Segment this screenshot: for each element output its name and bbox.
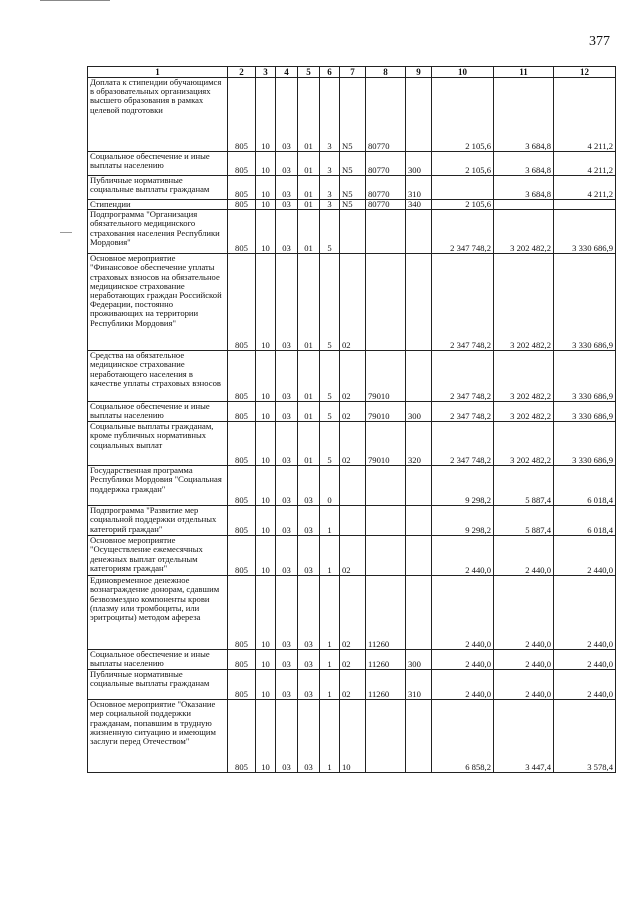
cell-col-3: 10 bbox=[256, 152, 276, 176]
table-row bbox=[88, 466, 616, 506]
row-name-cell: Основное мероприятие "Осуществление ежемесячных денежных выплат отдельным категориям граждан" bbox=[88, 536, 228, 576]
cell-col-5: 03 bbox=[298, 466, 320, 506]
cell-col-10: 6 858,2 bbox=[432, 700, 494, 773]
cell-col-11: 3 202 482,2 bbox=[494, 254, 554, 351]
cell-col-10: 2 440,0 bbox=[432, 650, 494, 670]
cell-col-12: 2 440,0 bbox=[554, 576, 616, 650]
cell-col-4: 03 bbox=[276, 422, 298, 466]
cell-col-7: 02 bbox=[340, 650, 366, 670]
row-name-cell: Публичные нормативные социальные выплаты гражданам bbox=[88, 176, 228, 200]
cell-col-9 bbox=[406, 78, 432, 152]
cell-col-4: 03 bbox=[276, 576, 298, 650]
cell-col-8: 80770 bbox=[366, 152, 406, 176]
cell-col-5: 01 bbox=[298, 254, 320, 351]
cell-col-12: 3 330 686,9 bbox=[554, 351, 616, 402]
cell-col-2: 805 bbox=[228, 506, 256, 536]
cell-col-8 bbox=[366, 210, 406, 254]
cell-col-2: 805 bbox=[228, 78, 256, 152]
cell-col-11: 5 887,4 bbox=[494, 466, 554, 506]
cell-col-3: 10 bbox=[256, 254, 276, 351]
row-name-cell: Социальное обеспечение и иные выплаты населению bbox=[88, 152, 228, 176]
cell-col-2: 805 bbox=[228, 176, 256, 200]
cell-col-11: 3 202 482,2 bbox=[494, 402, 554, 422]
cell-col-10: 2 347 748,2 bbox=[432, 422, 494, 466]
cell-col-8 bbox=[366, 536, 406, 576]
cell-col-9 bbox=[406, 351, 432, 402]
cell-col-5: 03 bbox=[298, 700, 320, 773]
cell-col-4: 03 bbox=[276, 210, 298, 254]
cell-col-10: 9 298,2 bbox=[432, 506, 494, 536]
cell-col-4: 03 bbox=[276, 200, 298, 210]
cell-col-5: 01 bbox=[298, 422, 320, 466]
cell-col-7: 02 bbox=[340, 670, 366, 700]
cell-col-9 bbox=[406, 536, 432, 576]
cell-col-9 bbox=[406, 254, 432, 351]
cell-col-5: 01 bbox=[298, 402, 320, 422]
cell-col-4: 03 bbox=[276, 351, 298, 402]
cell-col-4: 03 bbox=[276, 536, 298, 576]
cell-col-4: 03 bbox=[276, 650, 298, 670]
cell-col-2: 805 bbox=[228, 254, 256, 351]
cell-col-6: 3 bbox=[320, 200, 340, 210]
cell-col-7: N5 bbox=[340, 152, 366, 176]
cell-col-8 bbox=[366, 254, 406, 351]
cell-col-11: 3 447,4 bbox=[494, 700, 554, 773]
cell-col-5: 03 bbox=[298, 506, 320, 536]
cell-col-6: 1 bbox=[320, 650, 340, 670]
cell-col-9: 300 bbox=[406, 152, 432, 176]
cell-col-2: 805 bbox=[228, 466, 256, 506]
cell-col-9 bbox=[406, 466, 432, 506]
row-name-cell: Доплата к стипендии обучающимся в образовательных организациях высшего образования в рамках целевой подготовки bbox=[88, 78, 228, 152]
cell-col-8: 80770 bbox=[366, 78, 406, 152]
cell-col-5: 01 bbox=[298, 200, 320, 210]
cell-col-8: 11260 bbox=[366, 670, 406, 700]
cell-col-6: 3 bbox=[320, 176, 340, 200]
cell-col-5: 03 bbox=[298, 576, 320, 650]
cell-col-2: 805 bbox=[228, 670, 256, 700]
cell-col-6: 5 bbox=[320, 422, 340, 466]
cell-col-7: 02 bbox=[340, 254, 366, 351]
cell-col-4: 03 bbox=[276, 402, 298, 422]
cell-col-11: 5 887,4 bbox=[494, 506, 554, 536]
row-name-cell: Социальные выплаты гражданам, кроме публичных нормативных социальных выплат bbox=[88, 422, 228, 466]
cell-col-7: N5 bbox=[340, 78, 366, 152]
cell-col-9 bbox=[406, 506, 432, 536]
cell-col-11 bbox=[494, 200, 554, 210]
cell-col-6: 5 bbox=[320, 254, 340, 351]
cell-col-9 bbox=[406, 700, 432, 773]
cell-col-5: 01 bbox=[298, 152, 320, 176]
cell-col-4: 03 bbox=[276, 78, 298, 152]
cell-col-2: 805 bbox=[228, 700, 256, 773]
cell-col-7: 02 bbox=[340, 576, 366, 650]
cell-col-8: 80770 bbox=[366, 176, 406, 200]
cell-col-4: 03 bbox=[276, 152, 298, 176]
cell-col-8: 79010 bbox=[366, 351, 406, 402]
cell-col-11: 3 202 482,2 bbox=[494, 422, 554, 466]
cell-col-10: 2 347 748,2 bbox=[432, 210, 494, 254]
cell-col-6: 1 bbox=[320, 700, 340, 773]
table-row bbox=[88, 422, 616, 466]
cell-col-3: 10 bbox=[256, 670, 276, 700]
cell-col-10: 2 105,6 bbox=[432, 78, 494, 152]
cell-col-5: 01 bbox=[298, 351, 320, 402]
cell-col-12: 4 211,2 bbox=[554, 152, 616, 176]
cell-col-12: 2 440,0 bbox=[554, 670, 616, 700]
cell-col-11: 2 440,0 bbox=[494, 650, 554, 670]
cell-col-3: 10 bbox=[256, 422, 276, 466]
cell-col-10: 2 347 748,2 bbox=[432, 351, 494, 402]
cell-col-3: 10 bbox=[256, 402, 276, 422]
cell-col-12: 6 018,4 bbox=[554, 506, 616, 536]
cell-col-7 bbox=[340, 210, 366, 254]
cell-col-2: 805 bbox=[228, 351, 256, 402]
cell-col-4: 03 bbox=[276, 700, 298, 773]
cell-col-12: 3 330 686,9 bbox=[554, 402, 616, 422]
cell-col-9: 320 bbox=[406, 422, 432, 466]
cell-col-8: 80770 bbox=[366, 200, 406, 210]
row-name-cell: Основное мероприятие "Финансовое обеспечение уплаты страховых взносов на обязательное медицинское страхование неработающих граждан Российской Федерации, постоянно проживающих на территории Республики Мордовия" bbox=[88, 254, 228, 351]
cell-col-11: 2 440,0 bbox=[494, 536, 554, 576]
cell-col-3: 10 bbox=[256, 576, 276, 650]
cell-col-2: 805 bbox=[228, 200, 256, 210]
cell-col-7 bbox=[340, 466, 366, 506]
table-header-row bbox=[88, 67, 616, 78]
margin-mark bbox=[60, 232, 72, 233]
table-row bbox=[88, 200, 616, 210]
cell-col-5: 01 bbox=[298, 176, 320, 200]
cell-col-9: 300 bbox=[406, 402, 432, 422]
row-name-cell: Основное мероприятие "Оказание мер социальной поддержки гражданам, попавшим в трудную жизненную ситуацию и имеющим заслуги перед Отечеством" bbox=[88, 700, 228, 773]
column-header-10: 10 bbox=[432, 67, 494, 78]
cell-col-4: 03 bbox=[276, 506, 298, 536]
cell-col-8: 79010 bbox=[366, 402, 406, 422]
cell-col-11: 2 440,0 bbox=[494, 670, 554, 700]
column-header-6: 6 bbox=[320, 67, 340, 78]
cell-col-9: 310 bbox=[406, 176, 432, 200]
budget-table bbox=[87, 66, 616, 773]
table-row bbox=[88, 78, 616, 152]
row-name-cell: Социальное обеспечение и иные выплаты населению bbox=[88, 402, 228, 422]
cell-col-4: 03 bbox=[276, 670, 298, 700]
row-name-cell: Средства на обязательное медицинское страхование неработающего населения в качестве уплаты страховых взносов bbox=[88, 351, 228, 402]
cell-col-10 bbox=[432, 176, 494, 200]
cell-col-7: 02 bbox=[340, 536, 366, 576]
cell-col-9 bbox=[406, 210, 432, 254]
table-row bbox=[88, 402, 616, 422]
cell-col-12 bbox=[554, 200, 616, 210]
page-number: 377 bbox=[589, 34, 610, 49]
cell-col-10: 9 298,2 bbox=[432, 466, 494, 506]
cell-col-4: 03 bbox=[276, 254, 298, 351]
cell-col-5: 03 bbox=[298, 670, 320, 700]
cell-col-10: 2 105,6 bbox=[432, 200, 494, 210]
cell-col-5: 03 bbox=[298, 536, 320, 576]
table-row bbox=[88, 576, 616, 650]
cell-col-10: 2 440,0 bbox=[432, 670, 494, 700]
cell-col-6: 1 bbox=[320, 576, 340, 650]
table-row bbox=[88, 506, 616, 536]
cell-col-12: 3 330 686,9 bbox=[554, 422, 616, 466]
cell-col-7: N5 bbox=[340, 176, 366, 200]
cell-col-3: 10 bbox=[256, 466, 276, 506]
cell-col-8 bbox=[366, 700, 406, 773]
cell-col-4: 03 bbox=[276, 466, 298, 506]
row-name-cell: Государственная программа Республики Мордовия "Социальная поддержка граждан" bbox=[88, 466, 228, 506]
cell-col-2: 805 bbox=[228, 422, 256, 466]
cell-col-7: N5 bbox=[340, 200, 366, 210]
cell-col-9 bbox=[406, 576, 432, 650]
column-header-8: 8 bbox=[366, 67, 406, 78]
cell-col-3: 10 bbox=[256, 700, 276, 773]
cell-col-12: 4 211,2 bbox=[554, 176, 616, 200]
cell-col-2: 805 bbox=[228, 536, 256, 576]
column-header-7: 7 bbox=[340, 67, 366, 78]
cell-col-2: 805 bbox=[228, 152, 256, 176]
table-row bbox=[88, 210, 616, 254]
column-header-9: 9 bbox=[406, 67, 432, 78]
cell-col-7: 10 bbox=[340, 700, 366, 773]
cell-col-8: 11260 bbox=[366, 576, 406, 650]
cell-col-6: 0 bbox=[320, 466, 340, 506]
column-header-4: 4 bbox=[276, 67, 298, 78]
cell-col-9: 310 bbox=[406, 670, 432, 700]
cell-col-11: 3 684,8 bbox=[494, 176, 554, 200]
cell-col-5: 03 bbox=[298, 650, 320, 670]
cell-col-8 bbox=[366, 466, 406, 506]
cell-col-4: 03 bbox=[276, 176, 298, 200]
cell-col-11: 3 202 482,2 bbox=[494, 351, 554, 402]
cell-col-6: 5 bbox=[320, 402, 340, 422]
cell-col-10: 2 105,6 bbox=[432, 152, 494, 176]
top-edge-mark bbox=[40, 0, 110, 1]
cell-col-12: 3 330 686,9 bbox=[554, 254, 616, 351]
cell-col-7: 02 bbox=[340, 422, 366, 466]
cell-col-10: 2 440,0 bbox=[432, 536, 494, 576]
table-row bbox=[88, 351, 616, 402]
cell-col-3: 10 bbox=[256, 351, 276, 402]
cell-col-12: 3 330 686,9 bbox=[554, 210, 616, 254]
cell-col-7 bbox=[340, 506, 366, 536]
cell-col-3: 10 bbox=[256, 78, 276, 152]
cell-col-8: 11260 bbox=[366, 650, 406, 670]
row-name-cell: Подпрограмма "Организация обязательного медицинского страхования населения Республики Мордовия" bbox=[88, 210, 228, 254]
column-header-5: 5 bbox=[298, 67, 320, 78]
table-row bbox=[88, 536, 616, 576]
row-name-cell: Стипендии bbox=[88, 200, 228, 210]
column-header-11: 11 bbox=[494, 67, 554, 78]
cell-col-8: 79010 bbox=[366, 422, 406, 466]
cell-col-6: 3 bbox=[320, 78, 340, 152]
cell-col-3: 10 bbox=[256, 506, 276, 536]
cell-col-2: 805 bbox=[228, 576, 256, 650]
cell-col-6: 1 bbox=[320, 536, 340, 576]
column-header-3: 3 bbox=[256, 67, 276, 78]
cell-col-3: 10 bbox=[256, 650, 276, 670]
cell-col-7: 02 bbox=[340, 402, 366, 422]
table-row bbox=[88, 254, 616, 351]
cell-col-8 bbox=[366, 506, 406, 536]
cell-col-3: 10 bbox=[256, 176, 276, 200]
row-name-cell: Единовременное денежное вознаграждение донорам, сдавшим безвозмездно компоненты крови (плазму или тромбоциты, или эритроциты) методом афереза bbox=[88, 576, 228, 650]
cell-col-2: 805 bbox=[228, 650, 256, 670]
column-header-2: 2 bbox=[228, 67, 256, 78]
row-name-cell: Публичные нормативные социальные выплаты гражданам bbox=[88, 670, 228, 700]
cell-col-3: 10 bbox=[256, 210, 276, 254]
cell-col-5: 01 bbox=[298, 78, 320, 152]
cell-col-6: 5 bbox=[320, 210, 340, 254]
row-name-cell: Подпрограмма "Развитие мер социальной поддержки отдельных категорий граждан" bbox=[88, 506, 228, 536]
cell-col-11: 2 440,0 bbox=[494, 576, 554, 650]
cell-col-9: 300 bbox=[406, 650, 432, 670]
cell-col-9: 340 bbox=[406, 200, 432, 210]
cell-col-12: 6 018,4 bbox=[554, 466, 616, 506]
row-name-cell: Социальное обеспечение и иные выплаты населению bbox=[88, 650, 228, 670]
column-header-1: 1 bbox=[88, 67, 228, 78]
cell-col-2: 805 bbox=[228, 402, 256, 422]
cell-col-10: 2 347 748,2 bbox=[432, 402, 494, 422]
table-row bbox=[88, 176, 616, 200]
column-header-12: 12 bbox=[554, 67, 616, 78]
cell-col-12: 3 578,4 bbox=[554, 700, 616, 773]
cell-col-6: 1 bbox=[320, 670, 340, 700]
table-row bbox=[88, 700, 616, 773]
cell-col-10: 2 440,0 bbox=[432, 576, 494, 650]
cell-col-6: 3 bbox=[320, 152, 340, 176]
cell-col-3: 10 bbox=[256, 536, 276, 576]
cell-col-11: 3 684,8 bbox=[494, 152, 554, 176]
cell-col-11: 3 684,8 bbox=[494, 78, 554, 152]
table-body bbox=[88, 78, 616, 773]
cell-col-2: 805 bbox=[228, 210, 256, 254]
cell-col-6: 5 bbox=[320, 351, 340, 402]
table-row bbox=[88, 670, 616, 700]
table-row bbox=[88, 650, 616, 670]
cell-col-5: 01 bbox=[298, 210, 320, 254]
cell-col-3: 10 bbox=[256, 200, 276, 210]
table-row bbox=[88, 152, 616, 176]
cell-col-12: 2 440,0 bbox=[554, 536, 616, 576]
cell-col-10: 2 347 748,2 bbox=[432, 254, 494, 351]
cell-col-6: 1 bbox=[320, 506, 340, 536]
cell-col-12: 4 211,2 bbox=[554, 78, 616, 152]
cell-col-7: 02 bbox=[340, 351, 366, 402]
cell-col-12: 2 440,0 bbox=[554, 650, 616, 670]
cell-col-11: 3 202 482,2 bbox=[494, 210, 554, 254]
